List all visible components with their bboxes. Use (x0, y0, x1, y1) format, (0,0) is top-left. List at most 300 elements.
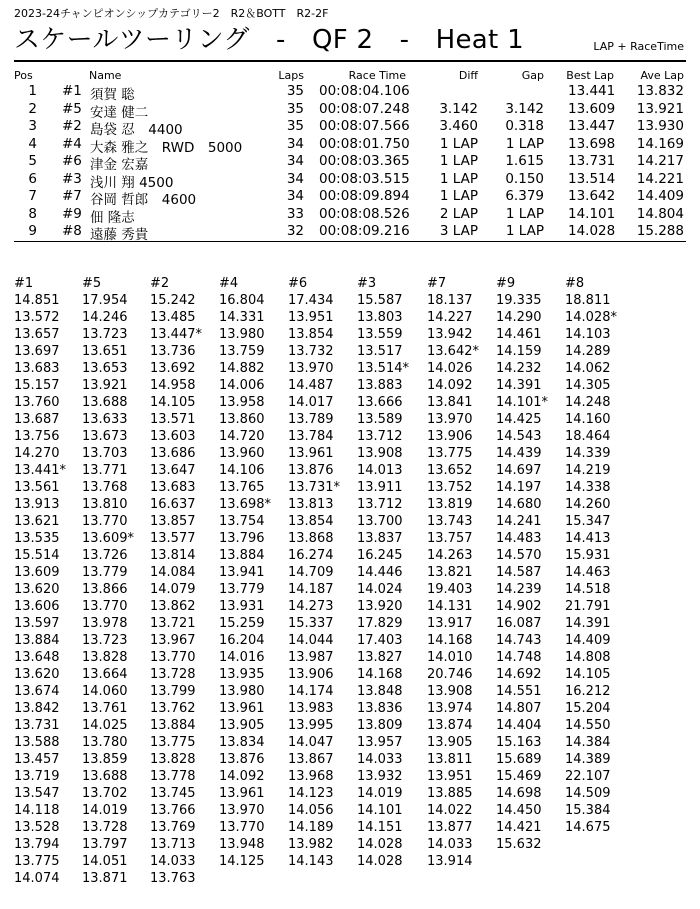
lap-time: 13.769 (150, 820, 196, 835)
laps: 34 (286, 170, 304, 187)
lap-column-header: #6 (288, 276, 308, 291)
lap-time: 14.697 (496, 463, 542, 478)
diff: 1 LAP (439, 170, 478, 187)
lap-time: 14.017 (288, 395, 334, 410)
lap-time (496, 870, 564, 887)
lap-time: 14.389 (565, 752, 611, 767)
car-number: #8 (62, 223, 82, 239)
lap-time: 13.664 (82, 667, 128, 682)
lap-time: 13.779 (219, 582, 265, 597)
lap-time: 13.951 (427, 769, 473, 784)
lap-time: 14.105 (565, 667, 611, 682)
lap-time (565, 870, 633, 887)
lap-time: 13.609* (82, 531, 134, 546)
lap-time: 13.441* (14, 463, 66, 478)
gap: 1 LAP (505, 223, 544, 239)
car-number: #4 (62, 135, 82, 152)
lap-time: 13.547 (14, 786, 60, 801)
lap-column (82, 275, 150, 887)
ave-lap: 14.217 (636, 153, 684, 169)
lap-time: 13.698* (219, 497, 271, 512)
lap-time: 13.517 (357, 344, 403, 359)
lap-time: 14.263 (427, 548, 473, 563)
lap-time: 14.587 (496, 565, 542, 580)
lap-time: 14.305 (565, 378, 611, 393)
best-lap: 13.642 (568, 188, 616, 204)
lap-time: 15.514 (14, 548, 60, 563)
lap-time: 14.518 (565, 582, 611, 597)
lap-time: 14.338 (565, 480, 611, 495)
lap-time: 14.056 (288, 803, 334, 818)
col-header-laps: Laps (278, 69, 304, 82)
lap-time: 13.647 (150, 463, 196, 478)
lap-time: 14.270 (14, 446, 60, 461)
lap-time: 14.051 (82, 854, 128, 869)
gap: 6.379 (505, 188, 544, 204)
lap-time (496, 853, 564, 870)
lap-time: 13.700 (357, 514, 403, 529)
lap-time: 13.811 (427, 752, 473, 767)
lap-time: 13.920 (357, 599, 403, 614)
lap-column-header: #5 (82, 276, 102, 291)
lap-time: 13.770 (82, 514, 128, 529)
lap-column-header: #4 (219, 276, 239, 291)
lap-column (288, 275, 356, 887)
lap-time: 13.810 (82, 497, 128, 512)
car-number: #6 (62, 153, 82, 169)
lap-time: 13.827 (357, 650, 403, 665)
lap-time: 13.697 (14, 344, 60, 359)
lap-time: 13.794 (14, 837, 60, 852)
lap-time: 14.219 (565, 463, 611, 478)
results-bottom-rule (14, 241, 686, 242)
lap-time: 13.867 (288, 752, 334, 767)
lap-time: 14.044 (288, 633, 334, 648)
lap-column-header: #9 (496, 276, 516, 291)
lap-time: 14.384 (565, 735, 611, 750)
lap-time: 14.698 (496, 786, 542, 801)
lap-time: 14.025 (82, 718, 128, 733)
lap-time: 14.168 (427, 633, 473, 648)
lap-time: 15.337 (288, 616, 334, 631)
lap-time: 13.866 (82, 582, 128, 597)
lap-time: 18.811 (565, 293, 611, 308)
lap-time: 14.331 (219, 310, 265, 325)
lap-time: 13.770 (150, 650, 196, 665)
lap-time (357, 870, 425, 887)
lap-time: 13.620 (14, 582, 60, 597)
lap-time: 14.028 (357, 837, 403, 852)
lap-time: 14.103 (565, 327, 611, 342)
lap-column (150, 275, 218, 887)
lap-time: 13.978 (82, 616, 128, 631)
ave-lap: 13.921 (636, 100, 684, 117)
lap-time: 14.851 (14, 293, 60, 308)
gap: 0.318 (505, 118, 544, 134)
lap-time: 14.248 (565, 395, 611, 410)
lap-time: 13.763 (150, 871, 196, 886)
lap-time: 14.105 (150, 395, 196, 410)
lap-time: 14.720 (219, 429, 265, 444)
lap-time: 13.712 (357, 429, 403, 444)
lap-time: 13.770 (219, 820, 265, 835)
lap-time: 13.885 (427, 786, 473, 801)
lap-time: 13.723 (82, 327, 128, 342)
lap-time: 13.834 (219, 735, 265, 750)
lap-time: 13.908 (357, 446, 403, 461)
lap-time: 14.197 (496, 480, 542, 495)
lap-time: 13.809 (357, 718, 403, 733)
lap-time: 14.168 (357, 667, 403, 682)
lap-time: 13.854 (288, 327, 334, 342)
lap-time: 13.723 (82, 633, 128, 648)
lap-time: 14.260 (565, 497, 611, 512)
lap-time: 14.232 (496, 361, 542, 376)
ave-lap: 13.832 (636, 83, 684, 99)
lap-time: 15.347 (565, 514, 611, 529)
lap-time: 13.731 (14, 718, 60, 733)
lap-time: 14.024 (357, 582, 403, 597)
position: 7 (28, 188, 37, 204)
lap-time: 13.606 (14, 599, 60, 614)
lap-time: 13.876 (219, 752, 265, 767)
lap-time: 13.987 (288, 650, 334, 665)
lap-time: 13.633 (82, 412, 128, 427)
lap-time: 15.632 (496, 837, 542, 852)
lap-time: 14.143 (288, 854, 334, 869)
laps: 35 (286, 100, 304, 117)
lap-time: 14.958 (150, 378, 196, 393)
lap-time: 13.731* (288, 480, 340, 495)
ave-lap: 15.288 (636, 223, 684, 239)
lap-time: 13.603 (150, 429, 196, 444)
lap-time: 13.653 (82, 361, 128, 376)
gap: 3.142 (505, 100, 544, 117)
lap-column-header: #8 (565, 276, 585, 291)
lap-time: 14.033 (427, 837, 473, 852)
diff: 3.460 (439, 118, 478, 134)
lap-time: 13.686 (150, 446, 196, 461)
lap-time: 13.913 (14, 497, 60, 512)
driver-name: 安達 健二 (90, 104, 149, 121)
lap-time: 13.657 (14, 327, 60, 342)
lap-time: 13.836 (357, 701, 403, 716)
lap-time: 13.819 (427, 497, 473, 512)
lap-time: 13.876 (288, 463, 334, 478)
lap-time: 13.935 (219, 667, 265, 682)
lap-column (427, 275, 495, 887)
lap-time: 16.245 (357, 548, 403, 563)
lap-column (357, 275, 425, 887)
lap-time: 14.290 (496, 310, 542, 325)
lap-time: 13.857 (150, 514, 196, 529)
lap-column (565, 275, 633, 887)
lap-time: 13.784 (288, 429, 334, 444)
lap-time (427, 870, 495, 887)
lap-time: 16.274 (288, 548, 334, 563)
lap-time: 13.974 (427, 701, 473, 716)
lap-time: 14.010 (427, 650, 473, 665)
lap-time: 13.868 (288, 531, 334, 546)
laps: 34 (286, 188, 304, 204)
lap-time: 14.022 (427, 803, 473, 818)
lap-time: 15.689 (496, 752, 542, 767)
lap-time: 13.980 (219, 327, 265, 342)
lap-time: 13.721 (150, 616, 196, 631)
lap-time: 13.447* (150, 327, 202, 342)
race-time: 00:08:04.106 (319, 83, 410, 99)
lap-time: 14.125 (219, 854, 265, 869)
lap-time: 13.728 (150, 667, 196, 682)
lap-time: 14.106 (219, 463, 265, 478)
lap-time: 15.242 (150, 293, 196, 308)
lap-time: 14.028 (357, 854, 403, 869)
lap-time: 13.967 (150, 633, 196, 648)
gap: 1 LAP (505, 205, 544, 222)
lap-time: 13.970 (288, 361, 334, 376)
lap-time: 13.692 (150, 361, 196, 376)
laps: 33 (286, 205, 304, 222)
driver-name: 谷岡 哲郎 4600 (90, 192, 197, 208)
lap-time: 13.995 (288, 718, 334, 733)
lap-time: 14.159 (496, 344, 542, 359)
gap: 1 LAP (505, 135, 544, 152)
lap-time: 13.796 (219, 531, 265, 546)
lap-time: 14.409 (565, 633, 611, 648)
lap-column-header: #1 (14, 276, 34, 291)
lap-time: 13.485 (150, 310, 196, 325)
lap-time: 13.771 (82, 463, 128, 478)
lap-time: 17.829 (357, 616, 403, 631)
lap-time: 13.828 (150, 752, 196, 767)
lap-time: 14.463 (565, 565, 611, 580)
lap-time (219, 870, 287, 887)
lap-time: 13.860 (219, 412, 265, 427)
lap-time: 13.859 (82, 752, 128, 767)
lap-time: 15.587 (357, 293, 403, 308)
laps: 35 (286, 83, 304, 99)
lap-time: 16.804 (219, 293, 265, 308)
lap-column (496, 275, 564, 887)
lap-time: 13.917 (427, 616, 473, 631)
race-time: 00:08:08.526 (319, 205, 410, 222)
col-header-diff: Diff (458, 69, 478, 82)
lap-time: 14.404 (496, 718, 542, 733)
lap-time: 15.204 (565, 701, 611, 716)
lap-time: 13.961 (219, 786, 265, 801)
lap-time: 13.983 (288, 701, 334, 716)
lap-time: 13.514* (357, 361, 409, 376)
lap-time: 14.551 (496, 684, 542, 699)
lap-time: 13.884 (150, 718, 196, 733)
lap-time: 14.425 (496, 412, 542, 427)
lap-time: 16.637 (150, 497, 196, 512)
lap-time: 13.770 (82, 599, 128, 614)
car-number: #3 (62, 170, 82, 187)
event-subtitle: 2023-24チャンピオンシップカテゴリー2 R2＆BOTT R2-2F (14, 7, 329, 20)
lap-time: 14.092 (427, 378, 473, 393)
best-lap: 13.441 (568, 83, 616, 99)
lap-time (565, 836, 633, 853)
best-lap: 13.731 (568, 153, 616, 169)
lap-column (14, 275, 82, 887)
lap-time: 13.911 (357, 480, 403, 495)
lap-time: 13.970 (219, 803, 265, 818)
laps: 34 (286, 153, 304, 169)
lap-time: 13.854 (288, 514, 334, 529)
ave-lap: 14.804 (636, 205, 684, 222)
lap-time: 14.028* (565, 310, 617, 325)
best-lap: 14.028 (568, 223, 616, 239)
col-header-best-lap: Best Lap (566, 69, 614, 82)
lap-time: 14.006 (219, 378, 265, 393)
lap-time: 14.160 (565, 412, 611, 427)
lap-time: 14.391 (565, 616, 611, 631)
lap-time: 14.187 (288, 582, 334, 597)
lap-time: 14.189 (288, 820, 334, 835)
race-time: 00:08:07.566 (319, 118, 410, 134)
lap-time: 13.905 (219, 718, 265, 733)
lap-time: 14.446 (357, 565, 403, 580)
car-number: #5 (62, 100, 82, 117)
diff: 3 LAP (439, 223, 478, 239)
lap-time: 13.958 (219, 395, 265, 410)
lap-time: 19.335 (496, 293, 542, 308)
lap-time: 14.807 (496, 701, 542, 716)
lap-time: 14.808 (565, 650, 611, 665)
lap-time: 13.862 (150, 599, 196, 614)
lap-time: 13.561 (14, 480, 60, 495)
diff: 1 LAP (439, 135, 478, 152)
lap-time: 14.439 (496, 446, 542, 461)
diff: 3.142 (439, 100, 478, 117)
lap-time: 13.745 (150, 786, 196, 801)
lap-time: 14.550 (565, 718, 611, 733)
gap: 1.615 (505, 153, 544, 169)
lap-time: 14.273 (288, 599, 334, 614)
lap-time: 14.413 (565, 531, 611, 546)
lap-time: 14.675 (565, 820, 611, 835)
lap-time: 13.728 (82, 820, 128, 835)
page-title: スケールツーリング - QF 2 - Heat 1 (14, 25, 524, 55)
position: 4 (28, 135, 37, 152)
lap-time: 14.882 (219, 361, 265, 376)
lap-time: 14.123 (288, 786, 334, 801)
lap-time: 13.803 (357, 310, 403, 325)
lap-time: 13.688 (82, 395, 128, 410)
lap-time: 14.060 (82, 684, 128, 699)
lap-time: 13.687 (14, 412, 60, 427)
lap-time: 13.848 (357, 684, 403, 699)
lap-time: 14.033 (357, 752, 403, 767)
lap-time: 13.841 (427, 395, 473, 410)
lap-time: 13.666 (357, 395, 403, 410)
lap-time: 13.743 (427, 514, 473, 529)
lap-time: 13.960 (219, 446, 265, 461)
lap-time: 13.797 (82, 837, 128, 852)
lap-time: 13.941 (219, 565, 265, 580)
lap-time: 13.572 (14, 310, 60, 325)
race-time: 00:08:01.750 (319, 135, 410, 152)
lap-time: 13.765 (219, 480, 265, 495)
lap-time: 13.778 (150, 769, 196, 784)
lap-time: 14.019 (82, 803, 128, 818)
lap-time: 14.016 (219, 650, 265, 665)
best-lap: 13.698 (568, 135, 616, 152)
lap-time: 13.642* (427, 344, 479, 359)
lap-time: 20.746 (427, 667, 473, 682)
lap-time: 13.588 (14, 735, 60, 750)
driver-name: 津金 宏嘉 (90, 157, 149, 173)
lap-time: 14.227 (427, 310, 473, 325)
lap-time: 13.828 (82, 650, 128, 665)
lap-time: 13.980 (219, 684, 265, 699)
driver-name: 佃 隆志 (90, 209, 135, 226)
lap-time: 13.597 (14, 616, 60, 631)
lap-time: 15.469 (496, 769, 542, 784)
lap-time: 14.391 (496, 378, 542, 393)
position: 8 (28, 205, 37, 222)
lap-time: 14.461 (496, 327, 542, 342)
lap-time: 14.239 (496, 582, 542, 597)
lap-time: 14.118 (14, 803, 60, 818)
lap-time: 13.757 (427, 531, 473, 546)
lap-time: 13.609 (14, 565, 60, 580)
col-header-race-time: Race Time (348, 69, 406, 82)
lap-time: 13.571 (150, 412, 196, 427)
lap-time: 13.914 (427, 854, 473, 869)
lap-time: 16.204 (219, 633, 265, 648)
lap-time: 13.905 (427, 735, 473, 750)
lap-time (565, 853, 633, 870)
lap-time: 14.680 (496, 497, 542, 512)
position: 9 (28, 223, 37, 239)
lap-time: 13.768 (82, 480, 128, 495)
report-type-label: LAP + RaceTime (593, 40, 684, 53)
lap-time: 13.775 (427, 446, 473, 461)
lap-time: 13.754 (219, 514, 265, 529)
lap-time: 13.760 (14, 395, 60, 410)
lap-time: 14.033 (150, 854, 196, 869)
lap-time: 17.403 (357, 633, 403, 648)
lap-time: 13.703 (82, 446, 128, 461)
lap-time: 13.821 (427, 565, 473, 580)
lap-time: 22.107 (565, 769, 611, 784)
lap-time: 13.813 (288, 497, 334, 512)
lap-time: 14.743 (496, 633, 542, 648)
lap-time: 14.131 (427, 599, 473, 614)
lap-time: 13.620 (14, 667, 60, 682)
lap-time: 13.652 (427, 463, 473, 478)
lap-time: 13.712 (357, 497, 403, 512)
lap-time: 13.577 (150, 531, 196, 546)
race-time: 00:08:03.515 (319, 170, 410, 187)
driver-name: 遠藤 秀貴 (90, 227, 149, 243)
lap-time: 14.013 (357, 463, 403, 478)
lap-time: 14.692 (496, 667, 542, 682)
lap-time: 14.101 (357, 803, 403, 818)
lap-time: 13.884 (14, 633, 60, 648)
lap-time: 13.761 (82, 701, 128, 716)
lap-time: 13.683 (14, 361, 60, 376)
col-header-gap: Gap (521, 69, 544, 82)
lap-time: 18.464 (565, 429, 611, 444)
car-number: #9 (62, 205, 82, 222)
lap-time: 13.651 (82, 344, 128, 359)
diff: 1 LAP (439, 188, 478, 204)
car-number: #7 (62, 188, 82, 204)
lap-time: 13.932 (357, 769, 403, 784)
